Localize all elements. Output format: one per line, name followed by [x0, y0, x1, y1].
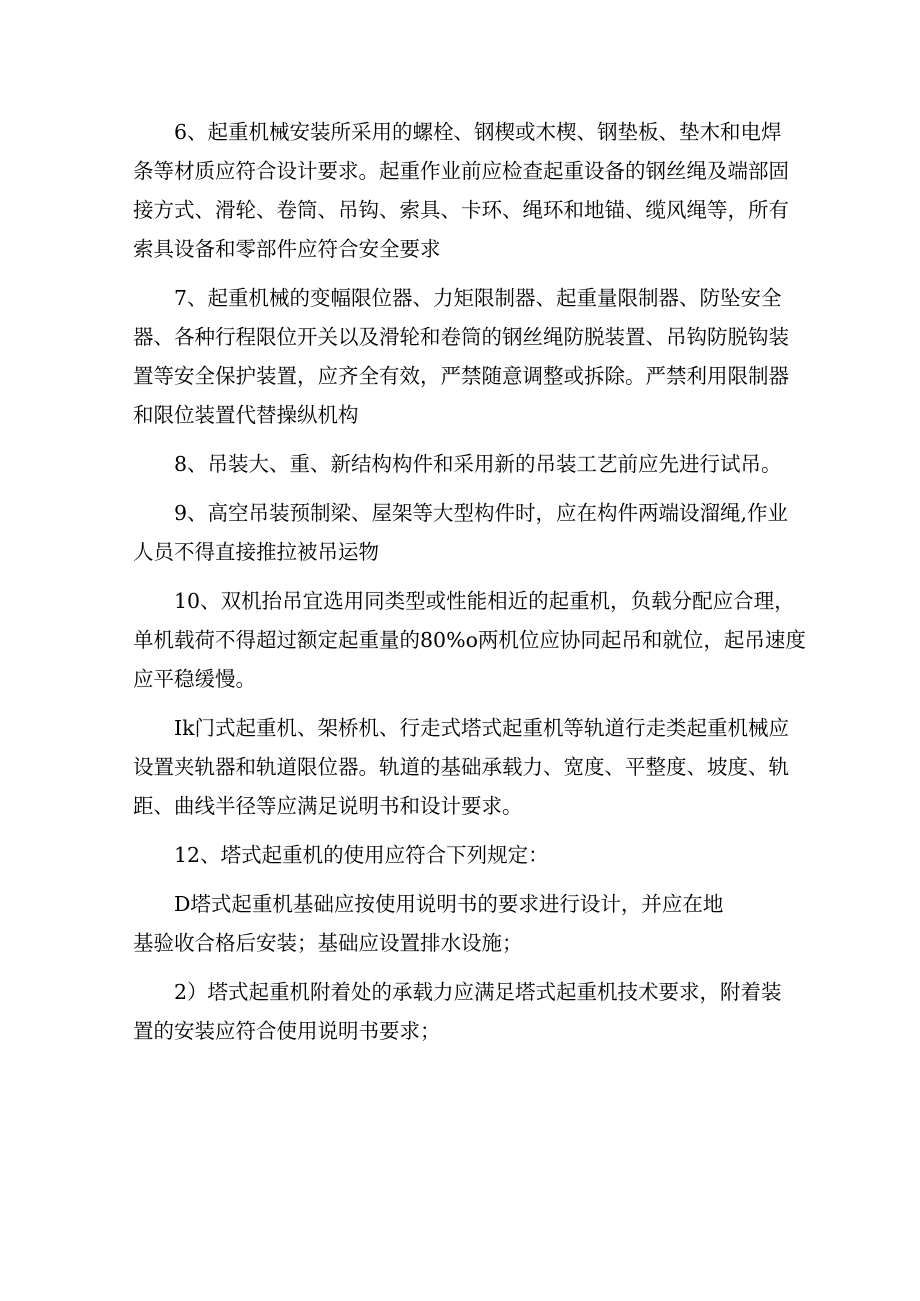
paragraph-10 [133, 582, 806, 699]
text-line: 器、各种行程限位开关以及滑轮和卷筒的钢丝绳防脱装置、吊钩防脱钩装 [133, 325, 789, 349]
text-line: 9、高空吊装预制梁、屋架等大型构件时，应在构件两端设溜绳,作业 [174, 501, 789, 525]
paragraph-8 [133, 445, 803, 484]
text-line: 单机载荷不得超过额定起重量的80%o两机位应协同起吊和就位，起吊速度 [133, 628, 806, 652]
text-line: 距、曲线半径等应满足说明书和设计要求。 [133, 794, 523, 818]
paragraph-12-2 [133, 973, 803, 1051]
paragraph-12 [133, 836, 803, 875]
text-line: 条等材质应符合设计要求。起重作业前应检查起重设备的钢丝绳及端部固 [133, 159, 789, 183]
text-line: Ik门式起重机、架桥机、行走式塔式起重机等轨道行走类起重机械应 [174, 716, 790, 740]
text-line: D塔式起重机基础应按使用说明书的要求进行设计，并应在地 [174, 892, 724, 916]
paragraph-11 [133, 709, 803, 826]
text-line: 置的安装应符合使用说明书要求； [133, 1019, 441, 1043]
text-line: 基验收合格后安装；基础应设置排水设施； [133, 931, 523, 955]
text-line: 人员不得直接推拉被吊运物 [133, 540, 379, 564]
paragraph-9 [133, 494, 803, 572]
text-line: 12、塔式起重机的使用应符合下列规定： [174, 843, 549, 867]
text-line: 索具设备和零部件应符合安全要求 [133, 237, 441, 261]
text-line: 8、吊装大、重、新结构构件和采用新的吊装工艺前应先进行试吊。 [174, 452, 782, 476]
text-line: 7、起重机械的变幅限位器、力矩限制器、起重量限制器、防坠安全 [174, 286, 782, 310]
text-line: 和限位装置代替操纵机构 [133, 403, 359, 427]
paragraph-12-1 [133, 885, 803, 963]
text-line: 6、起重机械安装所采用的螺栓、钢楔或木楔、钢垫板、垫木和电焊 [174, 120, 782, 144]
text-line: 设置夹轨器和轨道限位器。轨道的基础承载力、宽度、平整度、坡度、轨 [133, 755, 789, 779]
text-line: 置等安全保护装置，应齐全有效，严禁随意调整或拆除。严禁利用限制器 [133, 364, 789, 388]
paragraph-6 [133, 113, 803, 269]
paragraph-7 [133, 279, 803, 435]
text-line: 10、双机抬吊宜选用同类型或性能相近的起重机，负载分配应合理， [174, 589, 795, 613]
text-line: 2）塔式起重机附着处的承载力应满足塔式起重机技术要求，附着装 [174, 980, 782, 1004]
text-line: 接方式、滑轮、卷筒、吊钩、索具、卡环、绳环和地锚、缆风绳等，所有 [133, 198, 789, 222]
text-line: 应平稳缓慢。 [133, 667, 256, 691]
